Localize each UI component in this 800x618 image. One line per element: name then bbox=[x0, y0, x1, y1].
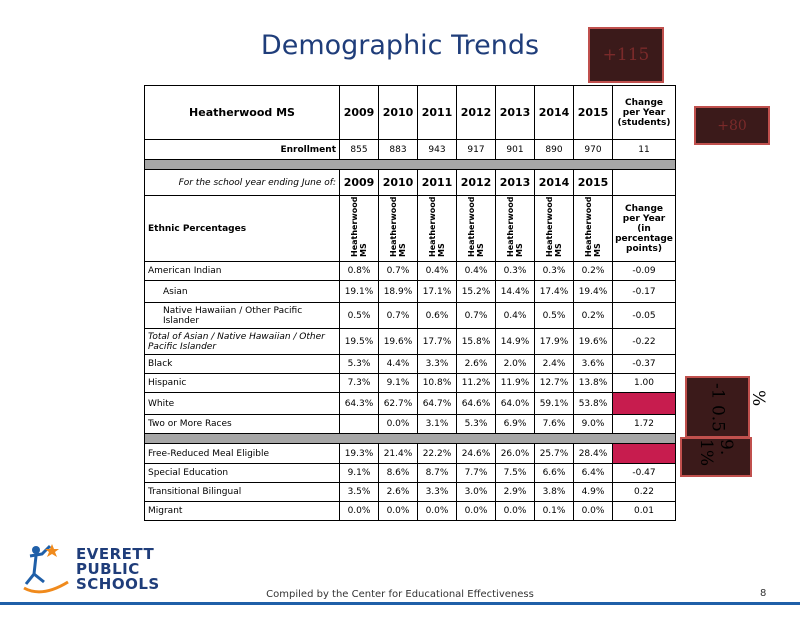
row-value: 3.8% bbox=[535, 483, 574, 502]
table-row bbox=[145, 444, 676, 464]
year-header: 2011 bbox=[418, 86, 457, 140]
row-label: Total of Asian / Native Hawaiian / Other Pacific Islander bbox=[145, 329, 340, 355]
row-value: 8.6% bbox=[379, 464, 418, 483]
row-value bbox=[340, 415, 379, 434]
row-value: 0.0% bbox=[418, 502, 457, 521]
enrollment-value: 883 bbox=[379, 140, 418, 160]
row-value: 3.1% bbox=[418, 415, 457, 434]
table-row bbox=[145, 464, 676, 483]
row-value: 62.7% bbox=[379, 393, 418, 415]
col-school-label: Heatherwood MS bbox=[535, 196, 574, 262]
row-value: 11.2% bbox=[457, 374, 496, 393]
row-value: 15.8% bbox=[457, 329, 496, 355]
school-name: Heatherwood MS bbox=[145, 86, 340, 140]
sticky-note: 9. 1% bbox=[680, 437, 752, 477]
row-change: -0.22 bbox=[613, 329, 676, 355]
year-header: 2013 bbox=[496, 170, 535, 196]
year-header: 2009 bbox=[340, 86, 379, 140]
enrollment-value: 901 bbox=[496, 140, 535, 160]
row-value: 7.5% bbox=[496, 464, 535, 483]
row-value: 11.9% bbox=[496, 374, 535, 393]
row-change bbox=[613, 444, 676, 464]
row-value: 0.3% bbox=[496, 262, 535, 281]
row-label: Special Education bbox=[145, 464, 340, 483]
row-change: 0.01 bbox=[613, 502, 676, 521]
row-value: 9.1% bbox=[340, 464, 379, 483]
year-header: 2012 bbox=[457, 86, 496, 140]
row-value: 4.4% bbox=[379, 355, 418, 374]
row-value: 64.0% bbox=[496, 393, 535, 415]
row-value: 0.0% bbox=[379, 502, 418, 521]
row-value: 6.9% bbox=[496, 415, 535, 434]
row-value: 3.3% bbox=[418, 355, 457, 374]
bottom-bar bbox=[0, 602, 800, 605]
row-value: 5.3% bbox=[340, 355, 379, 374]
col-school-label: Heatherwood MS bbox=[340, 196, 379, 262]
year-header: 2012 bbox=[457, 170, 496, 196]
row-change: 0.22 bbox=[613, 483, 676, 502]
row-value: 13.8% bbox=[574, 374, 613, 393]
row-label: Black bbox=[145, 355, 340, 374]
row-value: 9.1% bbox=[379, 374, 418, 393]
sticky-note: -1 0.5 bbox=[685, 376, 750, 438]
enrollment-label: Enrollment bbox=[145, 140, 340, 160]
row-label: Migrant bbox=[145, 502, 340, 521]
row-value: 19.4% bbox=[574, 281, 613, 303]
row-value: 0.0% bbox=[574, 502, 613, 521]
row-value: 0.4% bbox=[418, 262, 457, 281]
row-value: 17.4% bbox=[535, 281, 574, 303]
table-row bbox=[145, 374, 676, 393]
year-header: 2010 bbox=[379, 170, 418, 196]
table-row bbox=[145, 483, 676, 502]
row-value: 26.0% bbox=[496, 444, 535, 464]
row-value: 14.9% bbox=[496, 329, 535, 355]
row-value: 19.3% bbox=[340, 444, 379, 464]
year-ending-row bbox=[145, 170, 676, 196]
row-label: White bbox=[145, 393, 340, 415]
row-value: 0.7% bbox=[457, 303, 496, 329]
ethnic-label: Ethnic Percentages bbox=[145, 196, 340, 262]
row-value: 19.6% bbox=[574, 329, 613, 355]
row-value: 59.1% bbox=[535, 393, 574, 415]
row-value: 0.5% bbox=[535, 303, 574, 329]
row-value: 14.4% bbox=[496, 281, 535, 303]
enrollment-change: 11 bbox=[613, 140, 676, 160]
row-value: 3.5% bbox=[340, 483, 379, 502]
row-value: 19.5% bbox=[340, 329, 379, 355]
row-value: 64.6% bbox=[457, 393, 496, 415]
sticky-note: +80 bbox=[694, 106, 770, 145]
empty-cell bbox=[613, 170, 676, 196]
row-value: 2.6% bbox=[379, 483, 418, 502]
row-value: 17.7% bbox=[418, 329, 457, 355]
row-label: American Indian bbox=[145, 262, 340, 281]
row-value: 0.0% bbox=[340, 502, 379, 521]
row-value: 0.0% bbox=[379, 415, 418, 434]
row-value: 22.2% bbox=[418, 444, 457, 464]
row-value: 0.4% bbox=[457, 262, 496, 281]
row-change: -0.37 bbox=[613, 355, 676, 374]
row-value: 17.1% bbox=[418, 281, 457, 303]
row-value: 3.6% bbox=[574, 355, 613, 374]
header-row bbox=[145, 86, 676, 140]
row-value: 0.6% bbox=[418, 303, 457, 329]
table-row bbox=[145, 329, 676, 355]
row-value: 12.7% bbox=[535, 374, 574, 393]
col-school-label: Heatherwood MS bbox=[418, 196, 457, 262]
row-label: Asian bbox=[145, 281, 340, 303]
table-row bbox=[145, 415, 676, 434]
change-pct-header: Change per Year (in percentage points) bbox=[613, 196, 676, 262]
row-value: 2.4% bbox=[535, 355, 574, 374]
demographic-table bbox=[144, 85, 676, 521]
year-header: 2015 bbox=[574, 86, 613, 140]
page-number: 8 bbox=[760, 588, 767, 599]
row-value: 0.7% bbox=[379, 262, 418, 281]
row-value: 64.3% bbox=[340, 393, 379, 415]
row-value: 19.1% bbox=[340, 281, 379, 303]
col-school-label: Heatherwood MS bbox=[496, 196, 535, 262]
row-value: 7.7% bbox=[457, 464, 496, 483]
row-value: 0.3% bbox=[535, 262, 574, 281]
row-value: 2.0% bbox=[496, 355, 535, 374]
row-change: -0.47 bbox=[613, 464, 676, 483]
enrollment-row bbox=[145, 140, 676, 160]
enrollment-value: 855 bbox=[340, 140, 379, 160]
year-header: 2014 bbox=[535, 86, 574, 140]
row-label: Transitional Bilingual bbox=[145, 483, 340, 502]
row-change: 1.72 bbox=[613, 415, 676, 434]
row-value: 9.0% bbox=[574, 415, 613, 434]
row-value: 0.7% bbox=[379, 303, 418, 329]
row-value: 25.7% bbox=[535, 444, 574, 464]
row-value: 24.6% bbox=[457, 444, 496, 464]
row-value: 4.9% bbox=[574, 483, 613, 502]
row-change bbox=[613, 393, 676, 415]
logo-text: EVERETT PUBLIC SCHOOLS bbox=[76, 545, 160, 593]
table-row bbox=[145, 262, 676, 281]
year-header: 2010 bbox=[379, 86, 418, 140]
year-ending-label: For the school year ending June of: bbox=[145, 170, 340, 196]
row-change: -0.05 bbox=[613, 303, 676, 329]
row-value: 8.7% bbox=[418, 464, 457, 483]
row-value: 7.6% bbox=[535, 415, 574, 434]
row-value: 0.8% bbox=[340, 262, 379, 281]
page-title: Demographic Trends bbox=[260, 30, 540, 61]
table-row bbox=[145, 355, 676, 374]
col-school-label: Heatherwood MS bbox=[457, 196, 496, 262]
row-value: 28.4% bbox=[574, 444, 613, 464]
table-row bbox=[145, 281, 676, 303]
footer-text: Compiled by the Center for Educational Effectiveness bbox=[266, 589, 534, 600]
table-row bbox=[145, 303, 676, 329]
row-value: 2.6% bbox=[457, 355, 496, 374]
enrollment-value: 943 bbox=[418, 140, 457, 160]
row-value: 64.7% bbox=[418, 393, 457, 415]
row-value: 7.3% bbox=[340, 374, 379, 393]
sticky-note: +115 bbox=[588, 27, 664, 83]
year-header: 2011 bbox=[418, 170, 457, 196]
row-label: Hispanic bbox=[145, 374, 340, 393]
row-value: 6.4% bbox=[574, 464, 613, 483]
row-value: 5.3% bbox=[457, 415, 496, 434]
row-value: 0.0% bbox=[457, 502, 496, 521]
row-value: 3.0% bbox=[457, 483, 496, 502]
row-label: Two or More Races bbox=[145, 415, 340, 434]
row-value: 0.4% bbox=[496, 303, 535, 329]
row-value: 18.9% bbox=[379, 281, 418, 303]
row-label: Free-Reduced Meal Eligible bbox=[145, 444, 340, 464]
row-value: 15.2% bbox=[457, 281, 496, 303]
year-header: 2015 bbox=[574, 170, 613, 196]
row-label: Native Hawaiian / Other Pacific Islander bbox=[145, 303, 340, 329]
year-header: 2014 bbox=[535, 170, 574, 196]
enrollment-value: 917 bbox=[457, 140, 496, 160]
row-value: 53.8% bbox=[574, 393, 613, 415]
row-value: 3.3% bbox=[418, 483, 457, 502]
row-value: 0.1% bbox=[535, 502, 574, 521]
row-value: 10.8% bbox=[418, 374, 457, 393]
enrollment-value: 890 bbox=[535, 140, 574, 160]
col-school-label: Heatherwood MS bbox=[379, 196, 418, 262]
separator-row bbox=[145, 160, 676, 170]
row-value: 2.9% bbox=[496, 483, 535, 502]
table-row bbox=[145, 502, 676, 521]
sticky-note: % bbox=[748, 389, 768, 407]
year-header: 2009 bbox=[340, 170, 379, 196]
col-school-label: Heatherwood MS bbox=[574, 196, 613, 262]
separator-row bbox=[145, 434, 676, 444]
row-value: 0.0% bbox=[496, 502, 535, 521]
row-change: -0.09 bbox=[613, 262, 676, 281]
row-value: 0.5% bbox=[340, 303, 379, 329]
row-value: 17.9% bbox=[535, 329, 574, 355]
row-change: 1.00 bbox=[613, 374, 676, 393]
enrollment-value: 970 bbox=[574, 140, 613, 160]
row-value: 19.6% bbox=[379, 329, 418, 355]
row-value: 6.6% bbox=[535, 464, 574, 483]
year-header: 2013 bbox=[496, 86, 535, 140]
ethnic-header-row bbox=[145, 196, 676, 262]
change-header: Change per Year (students) bbox=[613, 86, 676, 140]
row-value: 21.4% bbox=[379, 444, 418, 464]
row-value: 0.2% bbox=[574, 303, 613, 329]
table-row bbox=[145, 393, 676, 415]
row-value: 0.2% bbox=[574, 262, 613, 281]
row-change: -0.17 bbox=[613, 281, 676, 303]
